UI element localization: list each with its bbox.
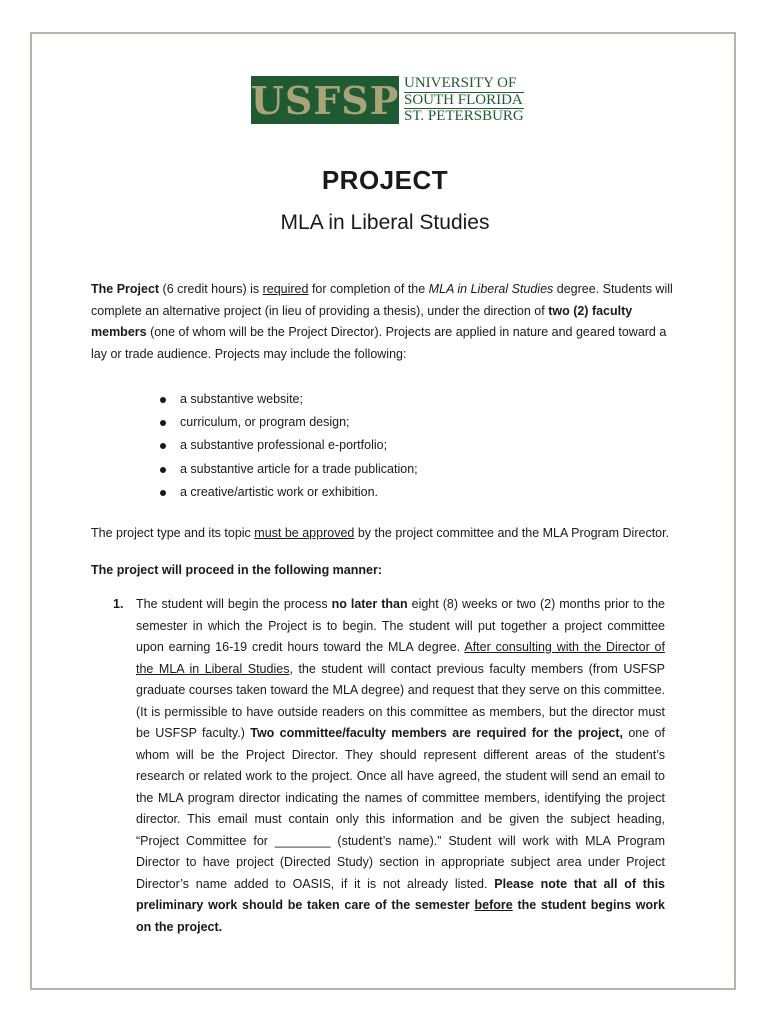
- intro-text-3: degree. Students will complete an alternative project (in lieu of providing a thesis), under the direction of: [91, 282, 673, 318]
- step-after-consulting: After consulting with the Director of the MLA in Liberal Studies: [136, 640, 665, 676]
- logo-line-1: UNIVERSITY OF: [404, 75, 517, 91]
- step-1-text: [136, 594, 665, 938]
- logo-abbreviation: USFSP: [250, 77, 400, 123]
- step-text-2: eight (8) weeks or two (2) months prior to the semester in which the Project is to begin. The student will put together a project committee upon earning 16-19 credit hours toward the MLA degree.: [136, 597, 665, 654]
- manner-heading: The project will proceed in the following manner:: [91, 563, 382, 577]
- usfsp-logo: [251, 76, 524, 124]
- intro-paragraph: [91, 279, 676, 365]
- step-before: before: [474, 898, 513, 912]
- step-text-3: , the student will contact previous faculty members (from USFSP graduate courses taken toward the MLA degree) and request that they serve on this committee. (It is permissible to have outside readers on this committee as members, but the director must be USFSP faculty.): [136, 661, 666, 740]
- intro-text-1: (6 credit hours) is: [159, 282, 263, 296]
- intro-faculty-count: two (2) faculty members: [91, 303, 633, 339]
- step-number: 1.: [113, 597, 124, 611]
- project-types-list: [160, 388, 418, 504]
- list-item: a substantive website;: [160, 388, 418, 411]
- intro-text-2: for completion of the: [308, 282, 429, 296]
- list-item: a creative/artistic work or exhibition.: [160, 481, 418, 504]
- approval-must-be-approved: must be approved: [254, 526, 355, 540]
- intro-text-4: (one of whom will be the Project Director). Projects are applied in nature and geared toward a lay or trade audience. Projects may include the following:: [91, 325, 667, 361]
- step-text-end: the student begins work on the project.: [136, 898, 665, 934]
- list-item: a substantive professional e-portfolio;: [160, 434, 418, 457]
- page-title: PROJECT: [321, 165, 449, 195]
- list-item: a substantive article for a trade publication;: [160, 458, 418, 481]
- intro-degree-name: MLA in Liberal Studies: [428, 282, 554, 296]
- intro-required: required: [262, 282, 309, 296]
- approval-text-1: The project type and its topic: [91, 526, 255, 540]
- step-text-1: The student will begin the process: [136, 597, 332, 611]
- step-text-4: one of whom will be the Project Director. They should represent different areas of the student’s research or related work to the project. Once all have agreed, the student will send an email to the MLA program director indicating the names of committee members, identifying the project director. This email must contain only this information and be given the subject heading, “Project Committee for ________ (student’s name).” Student will work with MLA Program Director to have project (Directed Study) section in appropriate subject area under Project Director’s name added to OASIS, if it is not already listed.: [136, 726, 665, 891]
- step-two-members-required: Two committee/faculty members are required for the project,: [250, 726, 623, 740]
- approval-text-2: by the project committee and the MLA Program Director.: [354, 526, 670, 540]
- approval-paragraph: [91, 523, 676, 545]
- logo-wordmark: [404, 76, 524, 124]
- step-no-later-than: no later than: [331, 597, 408, 611]
- intro-lead: The Project: [91, 282, 160, 296]
- step-please-note: Please note that all of this preliminary work should be taken care of the semester: [136, 876, 665, 912]
- logo-line-3: ST. PETERSBURG: [404, 108, 524, 124]
- page-subtitle: MLA in Liberal Studies: [280, 211, 490, 234]
- list-item: curriculum, or program design;: [160, 411, 418, 434]
- logo-line-2: SOUTH FLORIDA: [404, 91, 523, 108]
